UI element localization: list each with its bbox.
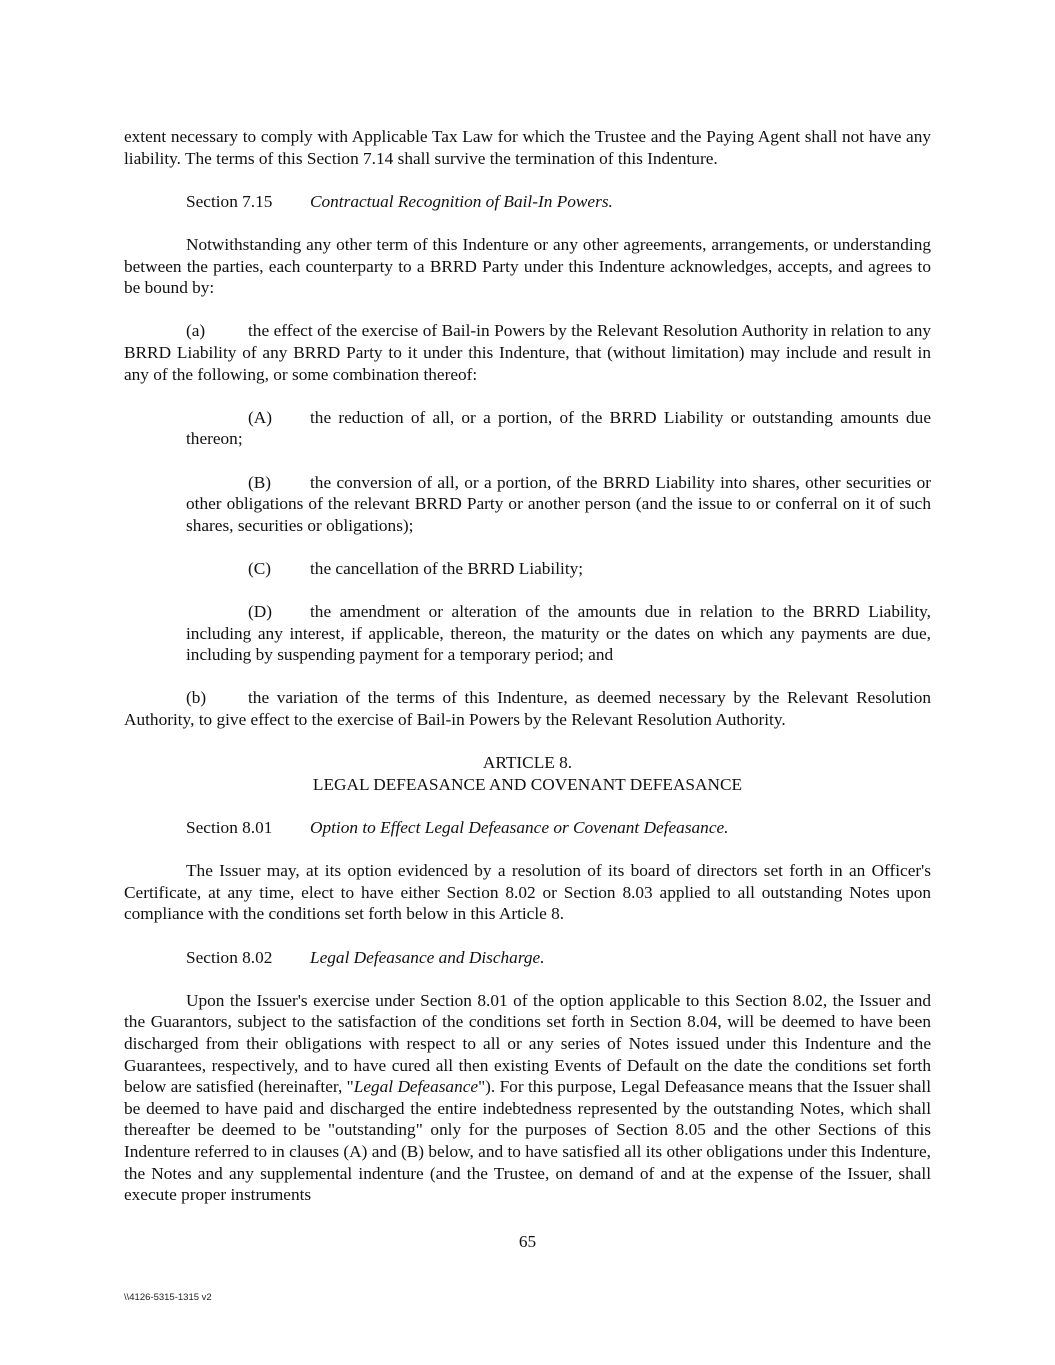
section-number: Section 7.15 [186, 191, 273, 211]
sub-item-d [186, 601, 931, 666]
clause-marker: (a) [186, 321, 206, 341]
clause-a [124, 320, 931, 385]
article-title: LEGAL DEFEASANCE AND COVENANT DEFEASANCE [312, 774, 743, 794]
section-7-15-heading [186, 191, 931, 213]
article-heading [124, 752, 931, 795]
clause-marker: (b) [186, 688, 207, 708]
sub-item-text: the conversion of all, or a portion, of the BRRD Liability into shares, other securities or other obligations of the relevant BRRD Party or another person (and the issue to or conferral on it of such shares, securities or obligations); [186, 472, 931, 535]
sub-item-b [186, 472, 931, 537]
sub-item-marker: (C) [248, 558, 272, 578]
sub-item-a [186, 407, 931, 450]
document-page [124, 126, 931, 1206]
section-title: Contractual Recognition of Bail-In Powers. [310, 191, 613, 211]
document-id: \\4126-5315-1315 v2 [124, 1292, 212, 1303]
page-number: 65 [518, 1232, 537, 1251]
sub-item-marker: (A) [248, 407, 272, 427]
section-number: Section 8.01 [186, 818, 273, 837]
section-8-02-heading [186, 947, 931, 969]
sub-item-text: the cancellation of the BRRD Liability; [310, 558, 584, 578]
sub-item-c [186, 558, 931, 580]
section-8-02-body [124, 990, 931, 1206]
body-text: Upon the Issuer's exercise under Section 8.01 of the option applicable to this Section 8.02, the Issuer and the Guarantors, subject to the satisfaction of the conditions set forth in Section 8.04, will be deemed to have been discharged from their obligations with respect to all or any series of Notes issued under this Indenture and the Guarantees, respectively, and to have cured all then existing Events of Default on the date the conditions set forth below are satisfied (hereinafter, " [124, 990, 931, 1097]
section-title: Legal Defeasance and Discharge. [310, 947, 545, 967]
continuation-paragraph: extent necessary to comply with Applicable Tax Law for which the Trustee and the Paying Agent shall not have any liability. The terms of this Section 7.14 shall survive the termination of this Indenture. [124, 127, 931, 168]
body-text: "). For this purpose, Legal Defeasance means that the Issuer shall be deemed to have paid and discharged the entire indebtedness represented by the outstanding Notes, which shall thereafter be deemed to be "outstanding" only for the purposes of Section 8.05 and the other Sections of this Indenture referred to in clauses (A) and (B) below, and to have satisfied all its other obligations under this Indenture, the Notes and any supplemental indenture (and the Trustee, on demand of and at the expense of the Issuer, shall execute proper instruments [124, 1077, 932, 1205]
sub-item-marker: (D) [248, 602, 272, 622]
section-number: Section 8.02 [186, 947, 273, 967]
section-7-15-intro: Notwithstanding any other term of this Indenture or any other agreements, arrangements, or understanding between the parties, each counterparty to a BRRD Party under this Indenture acknowledges, accepts, and agrees to be bound by: [124, 234, 931, 298]
clause-text: the effect of the exercise of Bail-in Powers by the Relevant Resolution Authority in relation to any BRRD Liability of any BRRD Party to it under this Indenture, that (without limitation) may include and result in any of the following, or some combination thereof: [124, 321, 931, 384]
clause-text: the variation of the terms of this Indenture, as deemed necessary by the Relevant Resolution Authority, to give effect to the exercise of Bail-in Powers by the Relevant Resolution Authority. [124, 688, 931, 730]
clause-b [124, 687, 931, 730]
sub-item-text: the reduction of all, or a portion, of the BRRD Liability or outstanding amounts due thereon; [186, 407, 931, 449]
sub-item-marker: (B) [248, 472, 272, 492]
section-8-01-heading [186, 817, 931, 839]
sub-item-text: the amendment or alteration of the amounts due in relation to the BRRD Liability, including any interest, if applicable, thereon, the maturity or the dates on which any payments are due, including by suspending payment for a temporary period; and [186, 602, 931, 665]
defined-term: Legal Defeasance [353, 1077, 479, 1097]
article-number: ARTICLE 8. [482, 753, 573, 773]
section-8-01-body: The Issuer may, at its option evidenced by a resolution of its board of directors set forth in an Officer's Certificate, at any time, elect to have either Section 8.02 or Section 8.03 applied to all outstanding Notes upon compliance with the conditions set forth below in this Article 8. [124, 861, 931, 924]
section-title: Option to Effect Legal Defeasance or Covenant Defeasance. [310, 818, 729, 837]
